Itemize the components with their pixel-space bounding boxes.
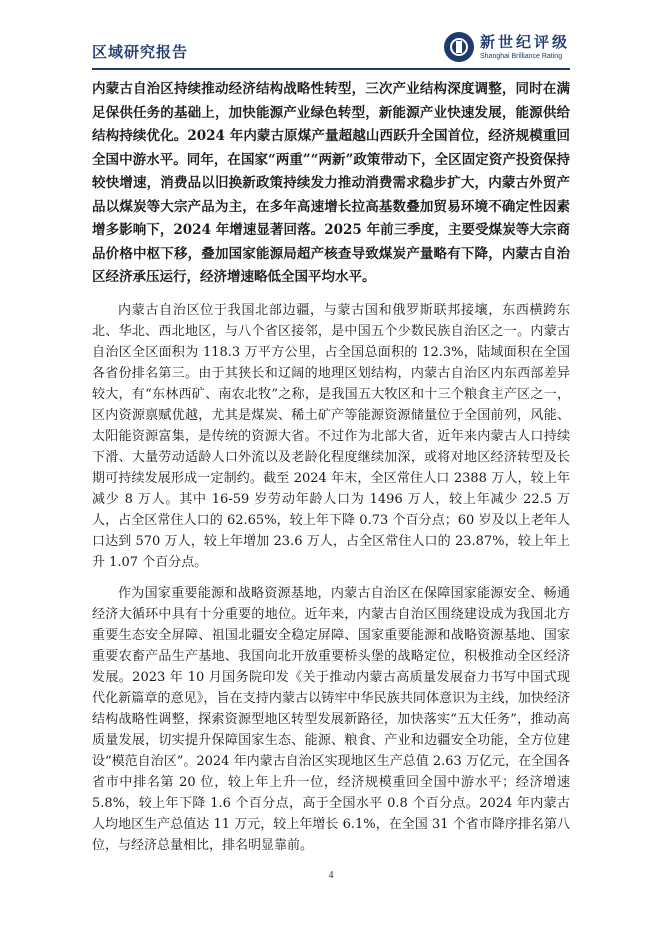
document-body — [92, 78, 570, 856]
page-header — [92, 30, 570, 66]
logo-chinese-name: 新世纪评级 — [479, 32, 570, 51]
logo-text — [479, 32, 570, 60]
summary-paragraph: 内蒙古自治区持续推动经济结构战略性转型，三次产业结构深度调整，同时在满足保供任务的基础上，加快能源产业绿色转型，新能源产业快速发展，能源供给结构持续优化。2024 年内蒙古原煤产量超越山西跃升全国首位，经济规模重回全国中游水平。同年，在国家“两重”“两新”政策带动下，全区固定资产投资保持较快增速，消费品以旧换新政策持续发力推动消费需求稳步扩大，内蒙古外贸产品以煤炭等大宗产品为主，在多年高速增长拉高基数叠加贸易环境不确定性因素增多影响下，2024 年增速显著回落。2025 年前三季度，主要受煤炭等大宗商品价格中枢下移，叠加国家能源局超产核查导致煤炭产量略有下降，内蒙古自治区经济承压运行，经济增速略低全国平均水平。 — [92, 81, 570, 285]
page-number: 4 — [328, 870, 334, 881]
body-paragraph-economy: 作为国家重要能源和战略资源基地，内蒙古自治区在保障国家能源安全、畅通经济大循环中具有十分重要的地位。近年来，内蒙古自治区围绕建设成为我国北方重要生态安全屏障、祖国北疆安全稳定屏障、国家重要能源和战略资源基地、国家重要农畜产品生产基地、我国向北开放重要桥头堡的战略定位，积极推动全区经济发展。2023 年 10 月国务院印发《关于推动内蒙古高质量发展奋力书写中国式现代化新篇章的意见》，旨在支持内蒙古以铸牢中华民族共同体意识为主线，加快经济结构战略性调整，探索资源型地区转型发展新路径，加快落实“五大任务”，推动高质量发展，切实提升保障国家生态、能源、粮食、产业和边疆安全功能，全方位建设“模范自治区”。2024 年内蒙古自治区实现地区生产总值 2.63 万亿元，在全国各省市中排名第 20 位，较上年上升一位，经济规模重回全国中游水平；经济增速 5.8%，较上年下降 1.6 个百分点，高于全国水平 0.8 个百分点。2024 年内蒙古人均地区生产总值达 11 万元，较上年增长 6.1%，在全国 31 个省市降序排名第八位，与经济总量相比，排名明显靠前。 — [92, 585, 570, 853]
header-divider — [92, 68, 570, 70]
company-logo — [444, 30, 570, 64]
logo-english-name: Shanghai Brilliance Rating — [479, 52, 563, 60]
logo-emblem-icon — [444, 32, 474, 62]
body-paragraph-geography: 内蒙古自治区位于我国北部边疆，与蒙古国和俄罗斯联邦接壤，东西横跨东北、华北、西北地区，与八个省区接邻，是中国五个少数民族自治区之一。内蒙古自治区全区面积为 118.3 万平方公里，占全国总面积的 12.3%，陆域面积在全国各省份排名第三。由于其狭长和辽阔的地理区划结构，内蒙古自治区内东西部差异较大，有“东林西矿、南农北牧”之称，是我国五大牧区和十三个粮食主产区之一，区内资源禀赋优越，尤其是煤炭、稀土矿产等能源资源储量位于全国前列，风能、太阳能资源富集，是传统的资源大省。不过作为北部大省，近年来内蒙古人口持续下滑、大量劳动适龄人口外流以及老龄化程度继续加深，或将对地区经济转型及长期可持续发展形成一定制约。截至 2024 年末，全区常住人口 2388 万人，较上年减少 8 万人。其中 16-59 岁劳动年龄人口为 1496 万人，较上年减少 22.5 万人，占全区常住人口的 62.65%，较上年下降 0.73 个百分点；60 岁及以上老年人口达到 570 万人，较上年增加 23.6 万人，占全区常住人口的 23.87%，较上年上升 1.07 个百分点。 — [92, 302, 570, 570]
report-category-title: 区域研究报告 — [92, 43, 189, 61]
